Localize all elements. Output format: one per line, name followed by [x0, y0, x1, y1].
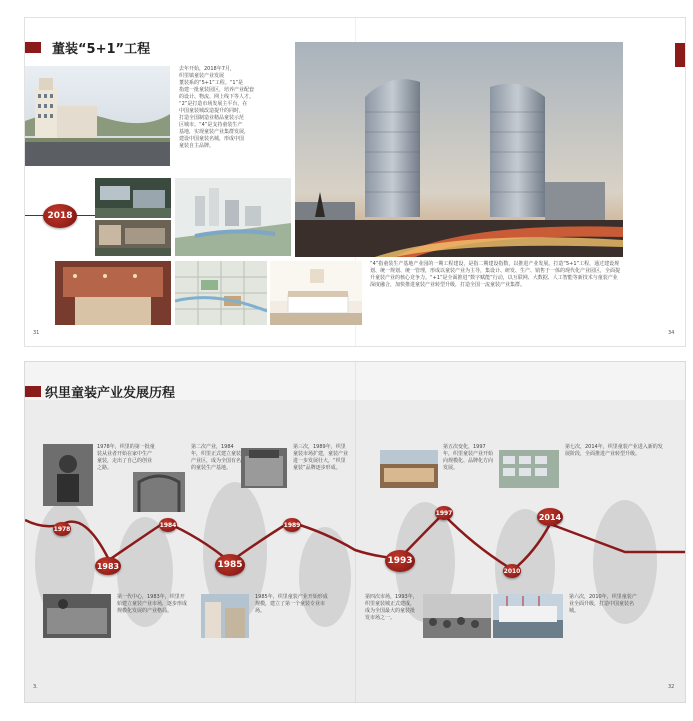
tl-text-1978: 1978年，织里的第一批童装从业者开始在家中生产童装，走出了自己的创业之路。 [97, 444, 155, 471]
tl-photo-1985 [201, 594, 249, 638]
intro-text: 去年开始，2018年7月， 织里镇童装产业发展 董装系的“5+1”工程。“1”是 指建一批童装园区，培养产业配套 的设计、物流、网上线下等人才。 “2”是打造市场发展主平台，在 中国童装城改造提升的同时， 打造全国制造业精品童装示范 区城市。“4”是支持童装生产 基地，实现童装产业集群发展， 建设中国童装名城，形成中国 童装自主品牌。 [179, 66, 255, 149]
tl-text-1984: 第二次产业，1984年，织里正式建立童装产业区，成为全国有名的童装生产基地。 [191, 444, 242, 471]
tl-text-1985: 1985年，织里童装产业开始形成规模，建立了第一个童装专业市场。 [255, 594, 328, 614]
masterplan-map-photo [175, 261, 267, 325]
tl-text-1997: 第五次变化，1997年，织里童装产业开始向规模化、品牌化方向发展。 [443, 444, 494, 471]
year-badge-2014: 2014 [537, 508, 563, 526]
year-badge-2010: 2010 [503, 564, 521, 578]
hero-towers-photo [295, 42, 623, 257]
bottom-spread [25, 362, 685, 702]
year-badge-1997: 1997 [435, 506, 453, 520]
industrial-park-aerial-photo [95, 178, 171, 218]
tl-text-2010: 第六次，2010年，织里童装产业全面升级，打造中国童装名城。 [569, 594, 637, 614]
hotel-room-photo [270, 261, 362, 325]
tl-text-1983: 第一代中心，1983年，织里开始建立童装产业市场，逐步形成规模化发展的产业格局。 [117, 594, 188, 614]
page-number-right: 34 [668, 330, 675, 336]
tl-photo-1997b [499, 450, 559, 488]
tl-text-1989: 第三次，1989年，织里童装市场扩建，童装产业进一步发展壮大，“织里童装”品牌逐步形成。 [293, 444, 349, 471]
building-photo [25, 66, 170, 166]
year-badge-1993: 1993 [385, 550, 415, 572]
page-number-right-bottom: 32 [668, 684, 675, 690]
tl-photo-1993 [423, 594, 491, 638]
title-marker [25, 42, 41, 53]
tl-photo-1984 [133, 472, 185, 512]
timeline-title: 织里童装产业发展历程 [45, 386, 176, 401]
shopping-mall-photo [55, 261, 171, 325]
tl-photo-1983 [43, 594, 111, 638]
year-badge: 2018 [43, 204, 77, 228]
year-badge-1984: 1984 [159, 518, 177, 532]
year-badge-1989: 1989 [283, 518, 301, 532]
body-text: “4”指童装生产基地产业园的一期工程建设，是指二期建设指数，以推进产业发展。打造“5+1”工程，通过建设规划、统一规划、统一管理，形成以童装产业为主导，集设计、研发、生产、销售于一体的现代化产业园区，全面提升童装产业的核心竞争力。“+1”是全面推进“数字赋能”行动，以互联网、大数据、人工智能等新技术与童装产业深度融合，加快推进童装产业转型升级，打造全国一流童装产业集群。 [370, 261, 621, 288]
tl-text-1993: 第四次市场，1993年，织里童装城正式建成，成为全国最大的童装批发市场之一。 [365, 594, 418, 621]
tl-photo-1978 [43, 444, 93, 506]
tl-photo-1997 [380, 450, 438, 488]
tl-text-2014: 第七次，2014年，织里童装产业进入新的发展阶段，全面推进产业转型升级。 [565, 444, 663, 457]
tl-photo-2010 [493, 594, 563, 638]
year-badge-1978: 1978 [53, 522, 71, 536]
page-number-left-bottom: 3. [33, 684, 38, 690]
page-title: 董装“5+1”工程 [52, 42, 151, 57]
top-spread [25, 18, 685, 346]
city-model-photo [175, 178, 291, 256]
year-badge-1985: 1985 [215, 554, 245, 576]
tl-photo-1989 [241, 448, 287, 488]
page-number-left: 31 [33, 330, 40, 336]
factory-aerial-photo [95, 220, 171, 256]
timeline-wave [25, 362, 685, 702]
year-badge-1983: 1983 [95, 557, 121, 575]
side-tab-marker [675, 43, 685, 67]
